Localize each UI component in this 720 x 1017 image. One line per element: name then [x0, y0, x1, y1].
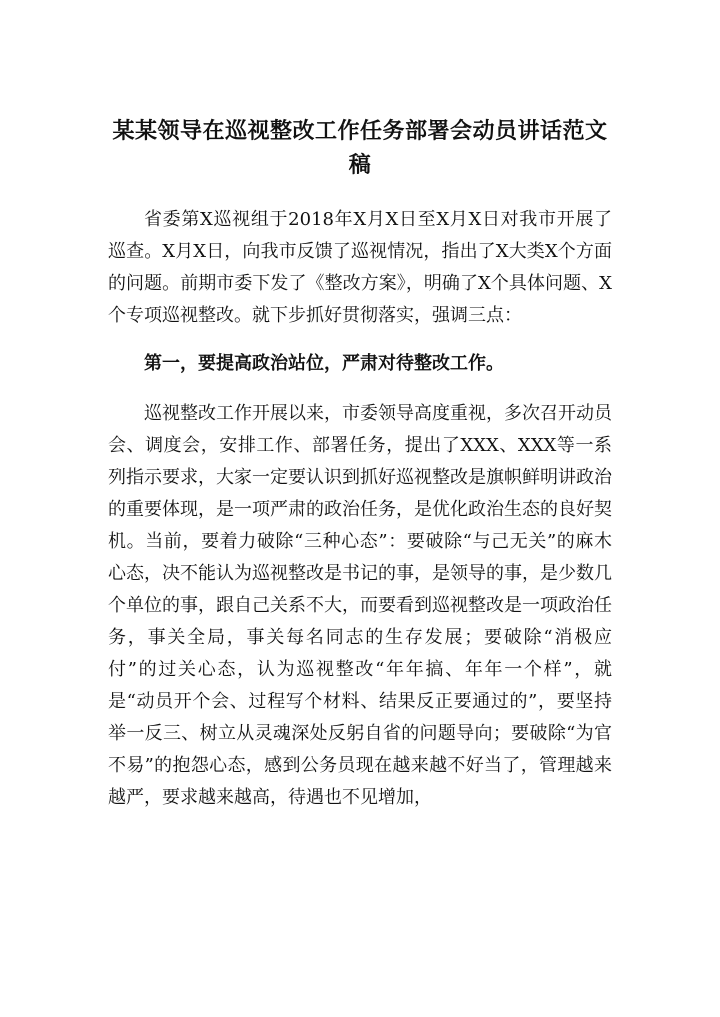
- section-1-paragraph: 巡视整改工作开展以来，市委领导高度重视，多次召开动员会、调度会，安排工作、部署任务，提出了XXX、XXX等一系列指示要求，大家一定要认识到抓好巡视整改是旗帜鲜明讲政治的重要体现，是一项严肃的政治任务，是优化政治生态的良好契机。当前，要着力破除“三种心态”：要破除“与己无关”的麻木心态，决不能认为巡视整改是书记的事，是领导的事，是少数几个单位的事，跟自己关系不大，而要看到巡视整改是一项政治任务，事关全局，事关每名同志的生存发展；要破除“消极应付”的过关心态，认为巡视整改“年年搞、年年一个样”，就是“动员开个会、过程写个材料、结果反正要通过的”，要坚持举一反三、树立从灵魂深处反躬自省的问题导向；要破除“为官不易”的抱怨心态，感到公务员现在越来越不好当了，管理越来越严，要求越来越高，待遇也不见增加，: [108, 403, 612, 808]
- intro-paragraph: 省委第X巡视组于2018年X月X日至X月X日对我市开展了巡查。X月X日，向我市反馈了巡视情况，指出了X大类X个方面的问题。前期市委下发了《整改方案》，明确了X个具体问题、X个专项巡视整改。就下步抓好贯彻落实，强调三点：: [108, 209, 612, 326]
- document-title-line-2: 稿: [348, 152, 372, 178]
- document-title-line-1: 某某领导在巡视整改工作任务部署会动员讲话范文: [112, 118, 608, 144]
- document-page: [108, 114, 612, 814]
- section-heading-1: 第一，要提高政治站位，严肃对待整改工作。: [144, 353, 504, 374]
- document-title: [108, 114, 612, 182]
